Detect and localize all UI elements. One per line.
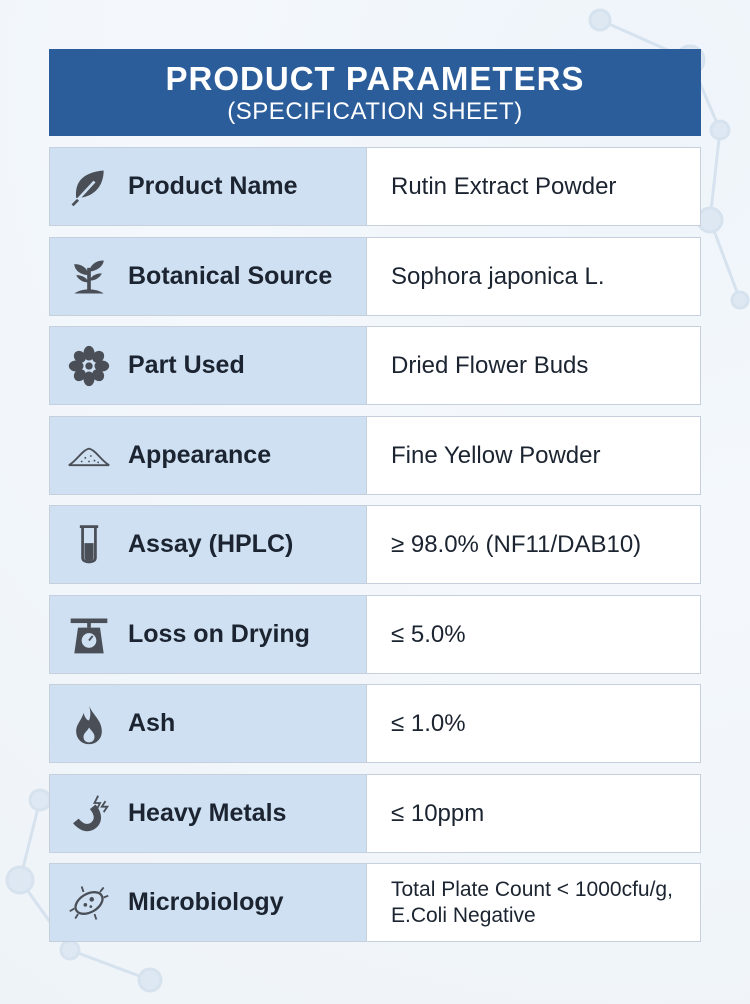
param-value: Fine Yellow Powder xyxy=(391,441,601,469)
param-value-line: E.Coli Negative xyxy=(391,903,536,927)
param-label-cell xyxy=(50,506,367,583)
sheet-title: PRODUCT PARAMETERS xyxy=(165,60,585,97)
param-label-cell xyxy=(50,685,367,762)
param-value: Sophora japonica L. xyxy=(391,262,605,290)
param-value-line: Total Plate Count < 1000cfu/g, xyxy=(391,877,673,901)
param-value: ≤ 5.0% xyxy=(391,620,466,648)
param-label: Ash xyxy=(128,709,176,737)
param-label: Loss on Drying xyxy=(128,620,310,648)
param-row-microbiology xyxy=(49,863,701,942)
param-label-cell xyxy=(50,775,367,852)
magnet-icon xyxy=(65,790,113,838)
param-row-assay xyxy=(49,505,701,584)
param-label-cell xyxy=(50,238,367,315)
flower-icon xyxy=(65,342,113,390)
param-value: ≥ 98.0% (NF11/DAB10) xyxy=(391,530,642,558)
test-tube-icon xyxy=(65,521,113,569)
param-row-appearance xyxy=(49,416,701,495)
param-label-cell xyxy=(50,864,367,941)
param-label: Product Name xyxy=(128,172,298,200)
param-row-heavy-metals xyxy=(49,774,701,853)
sheet-header xyxy=(49,49,701,136)
flame-icon xyxy=(65,700,113,748)
param-label: Heavy Metals xyxy=(128,799,287,827)
param-row-ash xyxy=(49,684,701,763)
leaf-icon xyxy=(65,163,113,211)
powder-pile-icon xyxy=(65,432,113,480)
param-label-cell xyxy=(50,417,367,494)
param-row-part-used xyxy=(49,326,701,405)
param-value: ≤ 1.0% xyxy=(391,709,466,737)
param-label: Microbiology xyxy=(128,888,284,916)
scale-icon xyxy=(65,611,113,659)
param-label-cell xyxy=(50,148,367,225)
param-row-product-name xyxy=(49,147,701,226)
param-row-botanical-source xyxy=(49,237,701,316)
param-label: Appearance xyxy=(128,441,272,469)
param-value xyxy=(367,864,700,941)
sprout-icon xyxy=(65,253,113,301)
param-value: Dried Flower Buds xyxy=(391,351,589,379)
param-label-cell xyxy=(50,327,367,404)
sheet-subtitle: (SPECIFICATION SHEET) xyxy=(227,98,523,125)
param-value: Rutin Extract Powder xyxy=(391,172,617,200)
bacteria-icon xyxy=(65,879,113,927)
spec-sheet xyxy=(49,49,701,927)
param-label: Part Used xyxy=(128,351,245,379)
param-label: Botanical Source xyxy=(128,262,333,290)
param-label-cell xyxy=(50,596,367,673)
param-label: Assay (HPLC) xyxy=(128,530,294,558)
param-row-loss-on-drying xyxy=(49,595,701,674)
param-value: ≤ 10ppm xyxy=(391,799,485,827)
